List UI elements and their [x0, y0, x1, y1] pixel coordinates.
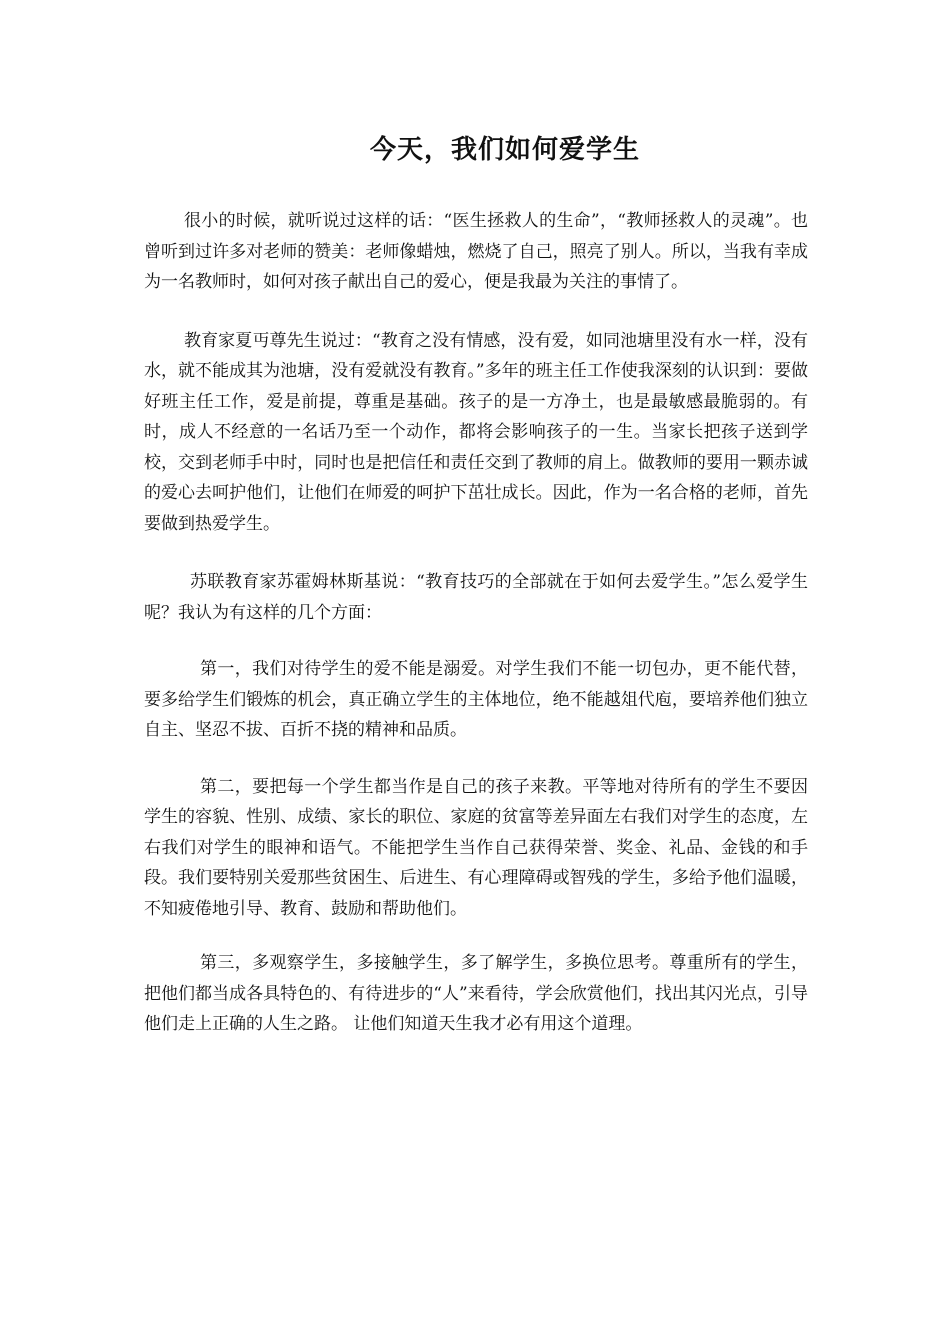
document-title: 今天，我们如何爱学生: [369, 135, 640, 165]
document-body: [144, 206, 808, 1068]
paragraph-sukhomlinsky-quote: 苏联教育家苏霍姆林斯基说：“教育技巧的全部就在于如何去爱学生。”怎么爱学生呢？我认为有这样的几个方面：: [144, 572, 808, 623]
paragraph-point-one: 第一，我们对待学生的爱不能是溺爱。对学生我们不能一切包办，更不能代替，要多给学生们锻炼的机会，真正确立学生的主体地位，绝不能越俎代庖，要培养他们独立自主、坚忍不拔、百折不挠的精神和品质。: [144, 659, 808, 740]
paragraph-point-two: 第二，要把每一个学生都当作是自己的孩子来教。平等地对待所有的学生不要因学生的容貌、性别、成绩、家长的职位、家庭的贫富等差异面左右我们对学生的态度，左右我们对学生的眼神和语气。不能把学生当作自己获得荣誉、奖金、礼品、金钱的和手段。我们要特别关爱那些贫困生、后进生、有心理障碍或智残的学生，多给予他们温暖，不知疲倦地引导、教育、鼓励和帮助他们。: [144, 776, 808, 919]
paragraph-intro: 很小的时候，就听说过这样的话：“医生拯救人的生命”，“教师拯救人的灵魂”。也曾听到过许多对老师的赞美：老师像蜡烛，燃烧了自己，照亮了别人。所以，当我有幸成为一名教师时，如何对孩子献出自己的爱心，便是我最为关注的事情了。: [144, 211, 808, 292]
paragraph-xia-quote: 教育家夏丏尊先生说过：“教育之没有情感，没有爱，如同池塘里没有水一样，没有水，就不能成其为池塘，没有爱就没有教育。”多年的班主任工作使我深刻的认识到：要做好班主任工作，爱是前提，尊重是基础。孩子的是一方净土，也是最敏感最脆弱的。有时，成人不经意的一名话乃至一个动作，都将会影响孩子的一生。当家长把孩子送到学校，交到老师手中时，同时也是把信任和责任交到了教师的肩上。做教师的要用一颗赤诚的爱心去呵护他们，让他们在师爱的呵护下茁壮成长。因此，作为一名合格的老师，首先要做到热爱学生。: [144, 330, 808, 534]
paragraph-point-three: 第三，多观察学生，多接触学生，多了解学生，多换位思考。尊重所有的学生，把他们都当成各具特色的、有待进步的“人”来看待，学会欣赏他们，找出其闪光点，引导他们走上正确的人生之路。 让他们知道天生我才必有用这个道理。: [144, 953, 808, 1034]
